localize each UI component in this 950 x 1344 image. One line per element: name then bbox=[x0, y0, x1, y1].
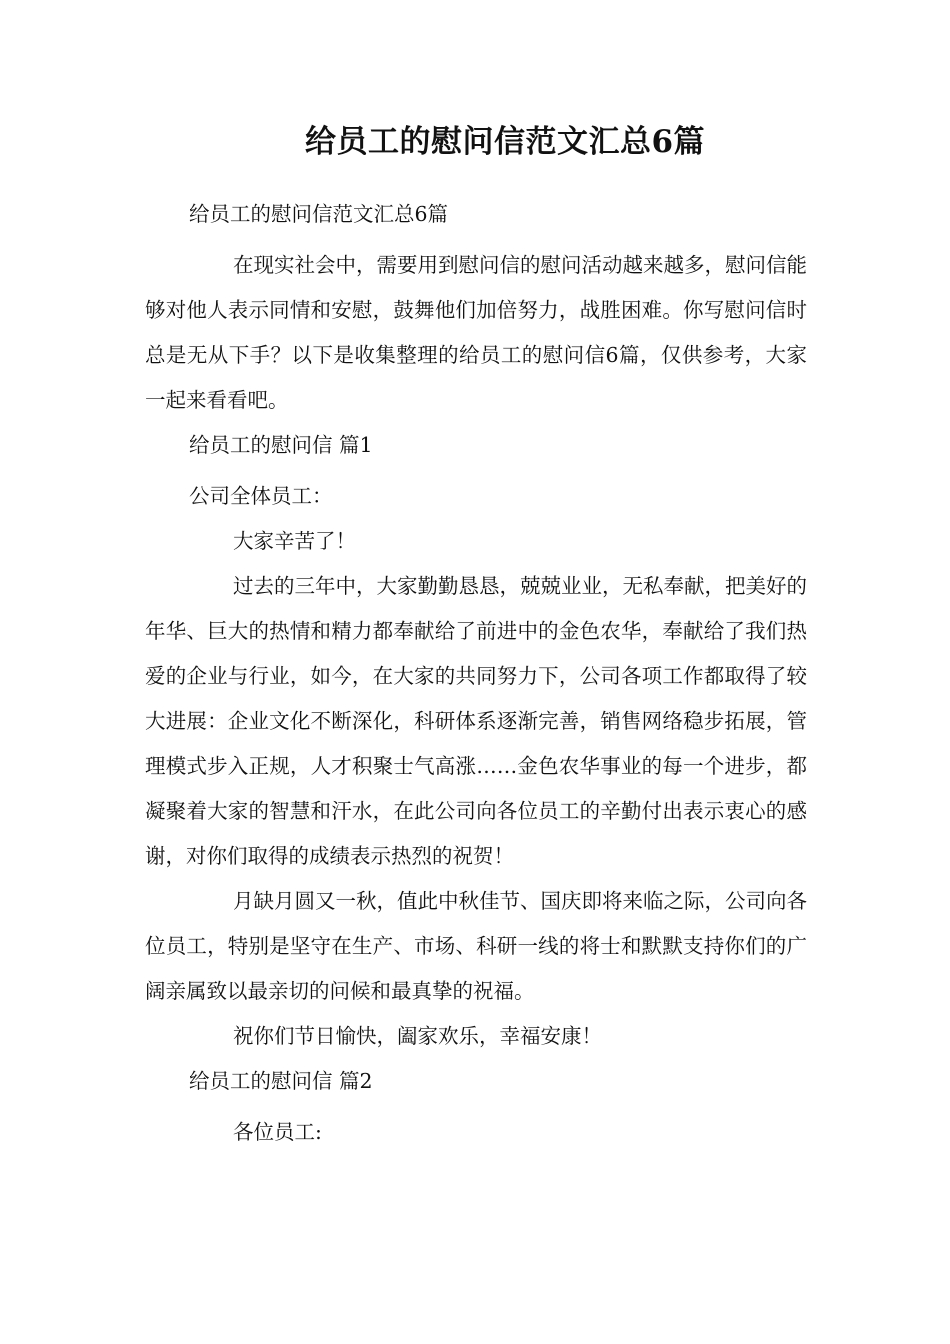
closing-wish: 祝你们节日愉快，阖家欢乐，幸福安康！ bbox=[233, 1024, 602, 1048]
body-paragraph-1: 过去的三年中，大家勤勤恳恳，兢兢业业，无私奉献，把美好的年华、巨大的热情和精力都奉献给了前进中的金色农华，奉献给了我们热爱的企业与行业，如今，在大家的共同努力下，公司各项工作都取得了较大进展：企业文化不断深化，科研体系逐渐完善，销售网络稳步拓展，管理模式步入正规，人才积聚士气高涨……金色农华事业的每一个进步，都凝聚着大家的智慧和汗水，在此公司向各位员工的辛勤付出表示衷心的感谢，对你们取得的成绩表示热烈的祝贺！ bbox=[145, 574, 807, 868]
document-body bbox=[145, 192, 807, 1155]
document-title: 给员工的慰问信范文汇总6篇 bbox=[304, 124, 706, 160]
section-heading-2: 给员工的慰问信 篇2 bbox=[189, 1069, 373, 1093]
section-heading-1: 给员工的慰问信 篇1 bbox=[189, 433, 373, 457]
salutation: 公司全体员工： bbox=[189, 484, 333, 508]
intro-paragraph: 在现实社会中，需要用到慰问信的慰问活动越来越多，慰问信能够对他人表示同情和安慰，鼓舞他们加倍努力，战胜困难。你写慰问信时总是无从下手？以下是收集整理的给员工的慰问信6篇，仅供参考，大家一起来看看吧。 bbox=[145, 253, 807, 412]
subtitle-paragraph: 给员工的慰问信范文汇总6篇 bbox=[189, 202, 449, 226]
salutation-2: 各位员工: bbox=[233, 1120, 322, 1144]
body-paragraph-2: 月缺月圆又一秋，值此中秋佳节、国庆即将来临之际，公司向各位员工，特别是坚守在生产、市场、科研一线的将士和默默支持你们的广阔亲属致以最亲切的问候和最真挚的祝福。 bbox=[145, 889, 807, 1003]
greeting-line: 大家辛苦了！ bbox=[233, 529, 356, 553]
